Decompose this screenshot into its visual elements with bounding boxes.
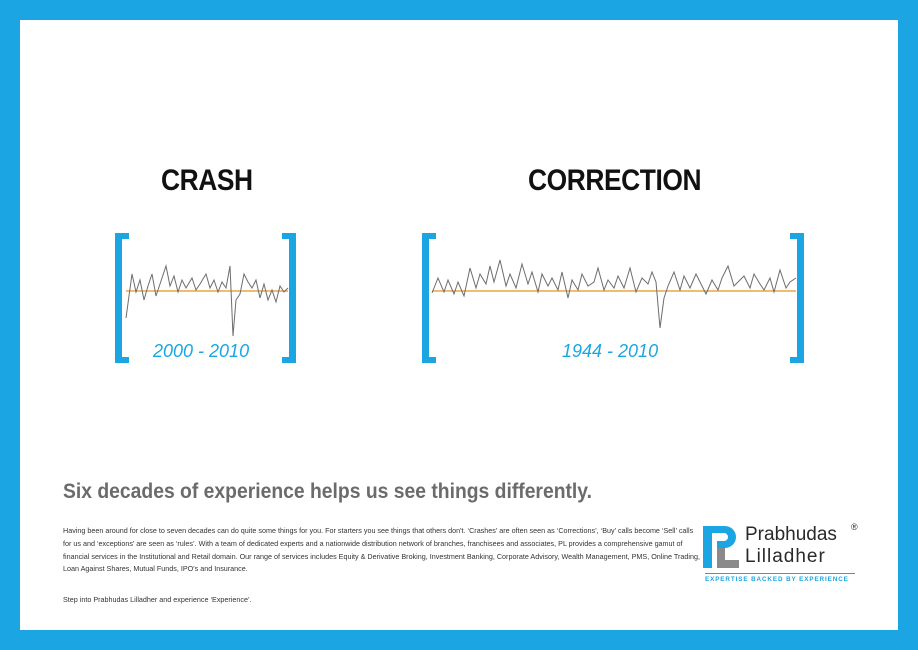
correction-sparkline <box>430 238 800 342</box>
crash-sparkline <box>120 240 290 340</box>
closing-line: Step into Prabhudas Lilladher and experience ‘Experience’. <box>63 595 252 604</box>
correction-title: CORRECTION <box>528 164 702 197</box>
correction-fluctuation-line <box>432 260 796 328</box>
logo-tagline: EXPERTISE BACKED BY EXPERIENCE <box>705 573 855 583</box>
correction-range-label: 1944 - 2010 <box>562 341 659 361</box>
logo-name-line2: Lilladher <box>745 546 826 567</box>
body-paragraph: Having been around for close to seven decades can do quite some things for you. For starters you see things that others don't. ‘Crashes’ are often seen as ‘Corrections’, ‘Buy’ calls become ‘Sell’ calls for us and ‘exceptions’ are seen as ‘rules’. With a team of dedicated experts and a nationwide distribution network of branches, franchisees and associates, PL provides a comprehensive gamut of financial services in the Institutional and Retail domain. Our range of services includes Equity & Derivative Broking, Investment Banking, Corporate Advisory, Wealth Management, PMS, Online Trading, Loan Against Shares, Mutual Funds, IPO's and Insurance. <box>63 526 700 574</box>
prabhudas-lilladher-logo <box>703 522 863 582</box>
logo-pl-mark-icon <box>703 526 741 568</box>
crash-title: CRASH <box>161 164 253 197</box>
crash-range-label: 2000 - 2010 <box>153 341 250 361</box>
crash-fluctuation-line <box>126 266 288 336</box>
ad-frame <box>20 20 898 630</box>
headline: Six decades of experience helps us see things differently. <box>63 480 592 503</box>
logo-registered-mark: ® <box>851 522 858 532</box>
logo-name-line1: Prabhudas <box>745 524 837 545</box>
